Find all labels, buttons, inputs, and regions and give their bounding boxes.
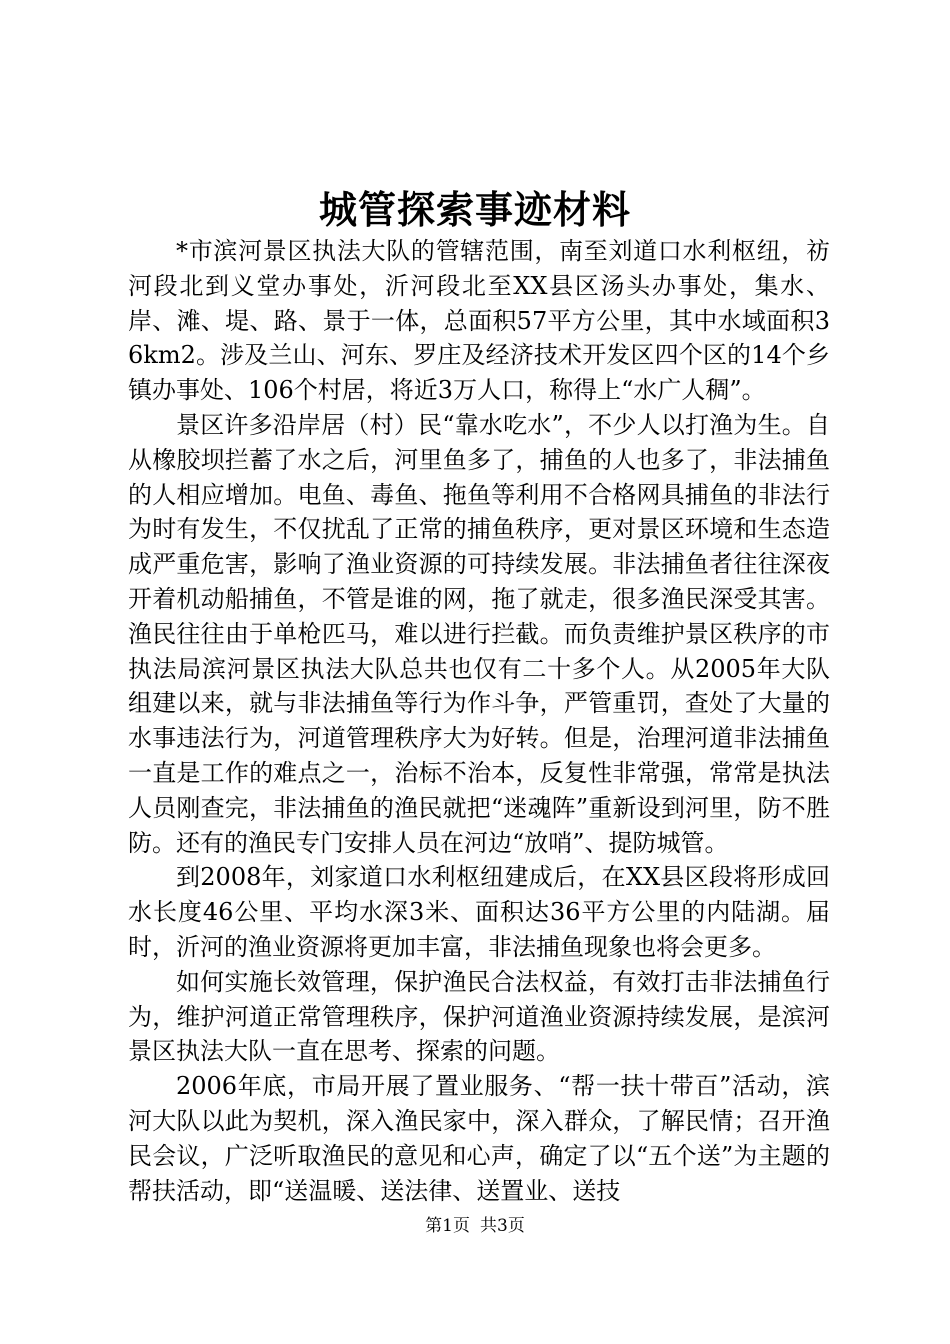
body-paragraph: *市滨河景区执法大队的管辖范围，南至刘道口水利枢纽，祊河段北到义堂办事处，沂河段北至XX县区汤头办事处，集水、岸、滩、堤、路、景于一体，总面积57平方公里，其中水域面积36km2。涉及兰山、河东、罗庄及经济技术开发区四个区的14个乡镇办事处、106个村居，将近3万人口，称得上“水广人稠”。 <box>128 237 830 405</box>
body-paragraph: 景区许多沿岸居（村）民“靠水吃水”，不少人以打渔为生。自从橡胶坝拦蓄了水之后，河里鱼多了，捕鱼的人也多了，非法捕鱼的人相应增加。电鱼、毒鱼、拖鱼等利用不合格网具捕鱼的非法行为时有发生，不仅扰乱了正常的捕鱼秩序，更对景区环境和生态造成严重危害，影响了渔业资源的可持续发展。非法捕鱼者往往深夜开着机动船捕鱼，不管是谁的网，拖了就走，很多渔民深受其害。渔民往往由于单枪匹马，难以进行拦截。而负责维护景区秩序的市执法局滨河景区执法大队总共也仅有二十多个人。从2005年大队组建以来，就与非法捕鱼等行为作斗争，严管重罚，查处了大量的水事违法行为，河道管理秩序大为好转。但是，治理河道非法捕鱼一直是工作的难点之一，治标不治本，反复性非常强，常常是执法人员刚查完，非法捕鱼的渔民就把“迷魂阵”重新设到河里，防不胜防。还有的渔民专门安排人员在河边“放哨”、提防城管。 <box>128 410 830 857</box>
page-total: 共3页 <box>480 1216 525 1236</box>
body-paragraph: 2006年底，市局开展了置业服务、“帮一扶十带百”活动，滨河大队以此为契机，深入渔民家中，深入群众，了解民情；召开渔民会议，广泛听取渔民的意见和心声，确定了以“五个送”为主题的帮扶活动，即“送温暖、送法律、送置业、送技 <box>128 1072 830 1205</box>
body-paragraph: 到2008年，刘家道口水利枢纽建成后，在XX县区段将形成回水长度46公里、平均水深3米、面积达36平方公里的内陆湖。届时，沂河的渔业资源将更加丰富，非法捕鱼现象也将会更多。 <box>128 863 830 961</box>
document-body <box>128 234 830 1208</box>
body-paragraph: 如何实施长效管理，保护渔民合法权益，有效打击非法捕鱼行为，维护河道正常管理秩序，保护河道渔业资源持续发展，是滨河景区执法大队一直在思考、探索的问题。 <box>128 967 830 1066</box>
page-footer <box>0 1214 950 1238</box>
document-title: 城管探索事迹材料 <box>318 187 631 232</box>
page-number: 第1页 <box>425 1216 470 1236</box>
